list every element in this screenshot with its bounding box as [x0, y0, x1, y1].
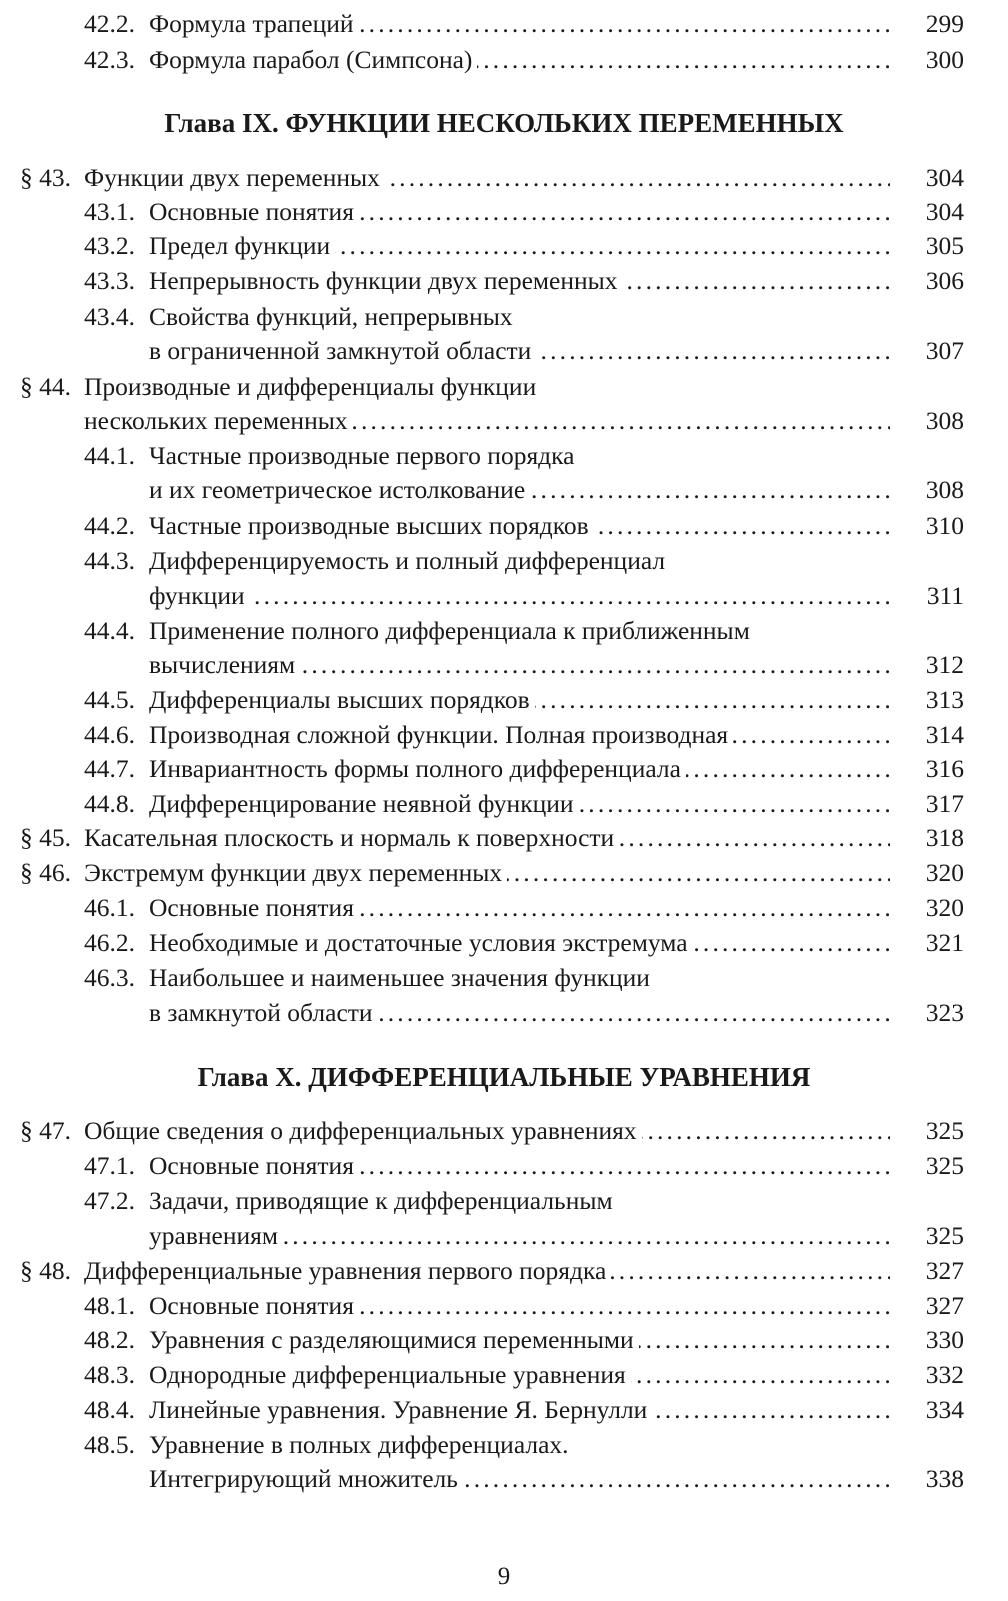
entry-title: вычислениям [149, 650, 300, 679]
entry-page-number: 327 [925, 1291, 964, 1320]
subsection-entry [0, 752, 1008, 786]
entry-title: Дифференциальные уравнения первого порядка [84, 1256, 611, 1285]
entry-number: § 47. [20, 1116, 71, 1145]
subsection-entry [0, 648, 1008, 682]
entry-title: уравнениям [149, 1221, 283, 1250]
entry-number: § 48. [20, 1256, 71, 1285]
subsection-entry [0, 7, 1008, 41]
entry-title: Частные производные высших порядков [149, 511, 594, 540]
entry-number: 43.2. [84, 231, 135, 260]
entry-number: 46.1. [84, 893, 135, 922]
page-number: 9 [497, 1563, 511, 1590]
entry-number: 42.3. [84, 45, 135, 74]
subsection-entry [0, 787, 1008, 821]
entry-page-number: 314 [925, 720, 964, 749]
subsection-entry [0, 996, 1008, 1030]
entry-title: Основные понятия [149, 197, 359, 226]
entry-page-number: 304 [925, 197, 964, 226]
entry-title: Общие сведения о дифференциальных уравнениях [84, 1116, 642, 1145]
entry-title: Дифференциалы высших порядков [149, 685, 535, 714]
entry-number: 48.3. [84, 1360, 135, 1389]
entry-title: Однородные дифференциальные уравнения [149, 1360, 631, 1389]
entry-title: функции [149, 581, 250, 610]
entry-number: 44.2. [84, 511, 135, 540]
subsection-entry [0, 43, 1008, 77]
entry-page-number: 334 [925, 1395, 964, 1424]
subsection-entry [0, 1289, 1008, 1323]
entry-title: в ограниченной замкнутой области [149, 336, 536, 365]
subsection-entry [0, 614, 1008, 648]
entry-page-number: 316 [925, 754, 964, 783]
entry-title: Касательная плоскость и нормаль к поверхности [84, 823, 619, 852]
entry-title: Применение полного дифференциала к приближенным [149, 616, 755, 645]
section-entry [0, 1114, 1008, 1148]
entry-title: Наибольшее и наименьшее значения функции [149, 963, 655, 992]
entry-title: в замкнутой области [149, 998, 378, 1027]
entry-number: 48.1. [84, 1291, 135, 1320]
entry-number: 43.1. [84, 197, 135, 226]
entry-page-number: 304 [925, 163, 964, 192]
entry-title: Производная сложной функции. Полная производная [149, 720, 733, 749]
entry-page-number: 325 [925, 1221, 964, 1250]
subsection-entry [0, 961, 1008, 995]
entry-title: Свойства функций, непрерывных [149, 302, 518, 331]
entry-page-number: 320 [925, 858, 964, 887]
subsection-entry [0, 473, 1008, 507]
subsection-entry [0, 1184, 1008, 1218]
subsection-entry [0, 1219, 1008, 1253]
entry-number: 46.3. [84, 963, 135, 992]
entry-number: 44.4. [84, 616, 135, 645]
entry-page-number: 338 [925, 1464, 964, 1493]
entry-page-number: 323 [925, 998, 964, 1027]
subsection-entry [0, 579, 1008, 613]
subsection-entry [0, 926, 1008, 960]
entry-title: Основные понятия [149, 1291, 359, 1320]
entry-number: § 44. [20, 372, 71, 401]
entry-number: 44.1. [84, 441, 135, 470]
entry-title: Основные понятия [149, 893, 359, 922]
entry-page-number: 318 [925, 823, 964, 852]
entry-number: 43.4. [84, 302, 135, 331]
entry-page-number: 325 [925, 1116, 964, 1145]
entry-number: 48.5. [84, 1430, 135, 1459]
entry-page-number: 317 [925, 789, 964, 818]
subsection-entry [0, 683, 1008, 717]
section-entry [0, 370, 1008, 404]
entry-number: 44.8. [84, 789, 135, 818]
entry-page-number: 313 [925, 685, 964, 714]
entry-page-number: 308 [925, 475, 964, 504]
subsection-entry [0, 718, 1008, 752]
entry-page-number: 325 [925, 1151, 964, 1180]
entry-title: Уравнения с разделяющимися переменными [149, 1325, 639, 1354]
entry-title: Формула парабол (Симпсона) [149, 45, 477, 74]
entry-title: Интегрирующий множитель [149, 1464, 463, 1493]
entry-page-number: 330 [925, 1325, 964, 1354]
entry-title: Необходимые и достаточные условия экстремума [149, 928, 693, 957]
subsection-entry [0, 334, 1008, 368]
entry-page-number: 307 [925, 336, 964, 365]
entry-page-number: 299 [925, 9, 964, 38]
entry-title: Задачи, приводящие к дифференциальным [149, 1186, 618, 1215]
entry-page-number: 310 [925, 511, 964, 540]
entry-number: 44.5. [84, 685, 135, 714]
subsection-entry [0, 195, 1008, 229]
entry-title: Производные и дифференциалы функции [84, 372, 541, 401]
entry-title: и их геометрическое истолкование [149, 475, 530, 504]
subsection-entry [0, 1149, 1008, 1183]
entry-title: Дифференцирование неявной функции [149, 789, 579, 818]
subsection-entry [0, 1323, 1008, 1357]
chapter-heading: Глава X. ДИФФЕРЕНЦИАЛЬНЫЕ УРАВНЕНИЯ [197, 1062, 811, 1092]
subsection-entry [0, 891, 1008, 925]
entry-page-number: 332 [925, 1360, 964, 1389]
entry-title: Частные производные первого порядка [149, 441, 579, 470]
subsection-entry [0, 544, 1008, 578]
entry-page-number: 306 [925, 266, 964, 295]
section-entry [0, 856, 1008, 890]
entry-title: нескольких переменных [84, 406, 353, 435]
entry-title: Функции двух переменных [84, 163, 385, 192]
entry-number: § 43. [20, 163, 71, 192]
section-entry [0, 161, 1008, 195]
entry-title: Формула трапеций [149, 9, 359, 38]
section-entry [0, 1254, 1008, 1288]
entry-title: Экстремум функции двух переменных [84, 858, 507, 887]
entry-page-number: 312 [925, 650, 964, 679]
entry-title: Предел функции [149, 231, 335, 260]
chapter-heading: Глава IX. ФУНКЦИИ НЕСКОЛЬКИХ ПЕРЕМЕННЫХ [164, 108, 844, 138]
subsection-entry [0, 1428, 1008, 1462]
section-entry [0, 404, 1008, 438]
entry-number: 44.6. [84, 720, 135, 749]
subsection-entry [0, 1462, 1008, 1496]
entry-page-number: 308 [925, 406, 964, 435]
entry-number: 47.1. [84, 1151, 135, 1180]
section-entry [0, 821, 1008, 855]
entry-page-number: 311 [926, 581, 964, 610]
entry-title: Дифференцируемость и полный дифференциал [149, 546, 670, 575]
subsection-entry [0, 264, 1008, 298]
entry-title: Уравнение в полных дифференциалах. [149, 1430, 574, 1459]
entry-number: 46.2. [84, 928, 135, 957]
entry-title: Основные понятия [149, 1151, 359, 1180]
entry-number: 44.3. [84, 546, 135, 575]
entry-number: 47.2. [84, 1186, 135, 1215]
subsection-entry [0, 1393, 1008, 1427]
entry-page-number: 321 [925, 928, 964, 957]
entry-page-number: 327 [925, 1256, 964, 1285]
entry-page-number: 320 [925, 893, 964, 922]
entry-number: 43.3. [84, 266, 135, 295]
entry-title: Непрерывность функции двух переменных [149, 266, 623, 295]
subsection-entry [0, 439, 1008, 473]
entry-number: 48.2. [84, 1325, 135, 1354]
subsection-entry [0, 300, 1008, 334]
entry-page-number: 300 [925, 45, 964, 74]
subsection-entry [0, 509, 1008, 543]
entry-number: 42.2. [84, 9, 135, 38]
entry-page-number: 305 [925, 231, 964, 260]
entry-title: Инвариантность формы полного дифференциала [149, 754, 686, 783]
entry-number: § 46. [20, 858, 71, 887]
entry-number: 44.7. [84, 754, 135, 783]
entry-number: § 45. [20, 823, 71, 852]
entry-number: 48.4. [84, 1395, 135, 1424]
entry-title: Линейные уравнения. Уравнение Я. Бернулли [149, 1395, 652, 1424]
subsection-entry [0, 229, 1008, 263]
subsection-entry [0, 1358, 1008, 1392]
